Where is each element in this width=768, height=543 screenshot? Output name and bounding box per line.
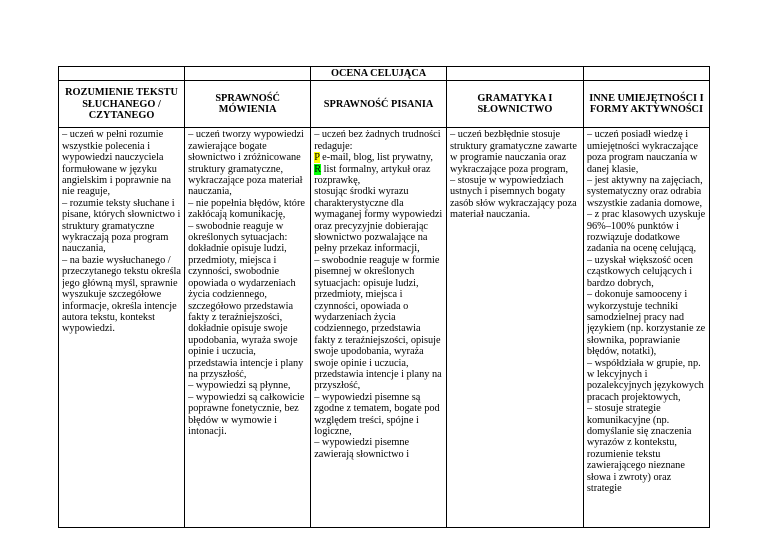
column-header-grammar: GRAMATYKA I SŁOWNICTWO	[446, 81, 583, 128]
cell-other-text: – uczeń posiadł wiedzę i umiejętności wykraczające poza program nauczania w danej klasie, – jest aktywny na zajęciach, systematyczny oraz odrabia wszystkie zadania domowe, – z prac klasowych uzyskuje 96%–100% punktów i rozwiązuje dodatkowe zadania na ocenę celującą, – uzyskał większość ocen cząstkowych celujących i bardzo dobrych, – dokonuje samooceny i wykorzystuje techniki samodzielnej pracy nad językiem (np. korzystanie ze słownika, poprawianie błędów, notatki), – współdziała w grupie, np. w lekcyjnych i pozalekcyjnych językowych pracach projektowych, – stosuje strategie komunikacyjne (np. domyślanie się znaczenia wyrazów z kontekstu, rozumienie tekstu zawierającego nieznane słowa i zwroty) oraz strategie	[586, 129, 706, 494]
level-p-marker: P	[314, 152, 320, 164]
cell-speaking-text: – uczeń tworzy wypowiedzi zawierające bogate słownictwo i zróżnicowane struktury gramatyczne, wykraczające poza materiał nauczania, – nie popełnia błędów, które zakłócają komunikację, – swobodnie reaguje w określonych sytuacjach: dokładnie opisuje ludzi, przedmioty, miejsca i czynności, swobodnie opowiada o wydarzeniach życia codziennego, szczegółowo przedstawia fakty z teraźniejszości, dokładnie opisuje swoje upodobania, wyraża swoje opinie i uczucia, przedstawia intencje i plany na przyszłość, – wypowiedzi są płynne, – wypowiedzi są całkowicie poprawne fonetycznie, bez błędów w wymowie i intonacji.	[188, 129, 305, 437]
column-header-speaking: SPRAWNOŚĆ MÓWIENIA	[185, 81, 311, 128]
column-header-other: INNE UMIEJĘTNOŚCI I FORMY AKTYWNOŚCI	[583, 81, 709, 128]
cell-other	[583, 128, 709, 528]
grading-table	[58, 66, 710, 528]
level-r-marker: R	[314, 163, 322, 175]
cell-writing	[311, 128, 447, 528]
writing-level-p: e-mail, blog, list prywatny,	[319, 152, 433, 164]
writing-intro: – uczeń bez żadnych trudności redaguje:	[314, 129, 441, 152]
header-spacer-right	[446, 67, 583, 81]
header-spacer-left	[59, 67, 185, 81]
grade-title: OCENA CELUJĄCA	[311, 67, 447, 81]
cell-reading-text: – uczeń w pełni rozumie wszystkie polecenia i wypowiedzi nauczyciela formułowane w języku angielskim i poprawnie na nie reaguje, – rozumie teksty słuchane i pisane, których słownictwo i struktury gramatyczne wykraczają poza program nauczania, – na bazie wysłuchanego / przeczytanego tekstu określa jego główną myśl, sprawnie wyszukuje szczegółowe informacje, określa intencje autora tekstu, kontekst wypowiedzi.	[62, 129, 181, 335]
cell-grammar	[446, 128, 583, 528]
header-spacer-mid	[185, 67, 311, 81]
cell-reading	[59, 128, 185, 528]
cell-writing-text	[314, 129, 443, 526]
writing-level-r: list formalny, artykuł oraz rozprawkę, stosując środki wyrazu charakterystyczne dla wymaganej formy wypowiedzi oraz precyzyjnie dobierając słownictwo pozwalające na pełny przekaz informacji, – swobodnie reaguje w formie pisemnej w określonych sytuacjach: opisuje ludzi, przedmioty, miejsca i czynności, opowiada o wydarzeniach życia codziennego, przedstawia fakty z teraźniejszości, opisuje swoje upodobania, wyraża swoje opinie i uczucia, przedstawia intencje i plany na przyszłość, – wypowiedzi pisemne są zgodne z tematem, bogate pod względem treści, spójne i logiczne, – wypowiedzi pisemne zawierają słownictwo i	[314, 163, 443, 460]
header-spacer-end	[583, 67, 709, 81]
cell-grammar-text: – uczeń bezbłędnie stosuje struktury gramatyczne zawarte w programie nauczania oraz wykraczające poza program, – stosuje w wypowiedziach ustnych i pisemnych bogaty zasób słów wykraczający poza materiał nauczania.	[449, 129, 577, 221]
cell-speaking	[185, 128, 311, 528]
column-header-writing: SPRAWNOŚĆ PISANIA	[311, 81, 447, 128]
column-header-reading: ROZUMIENIE TEKSTU SŁUCHANEGO / CZYTANEGO	[59, 81, 185, 128]
